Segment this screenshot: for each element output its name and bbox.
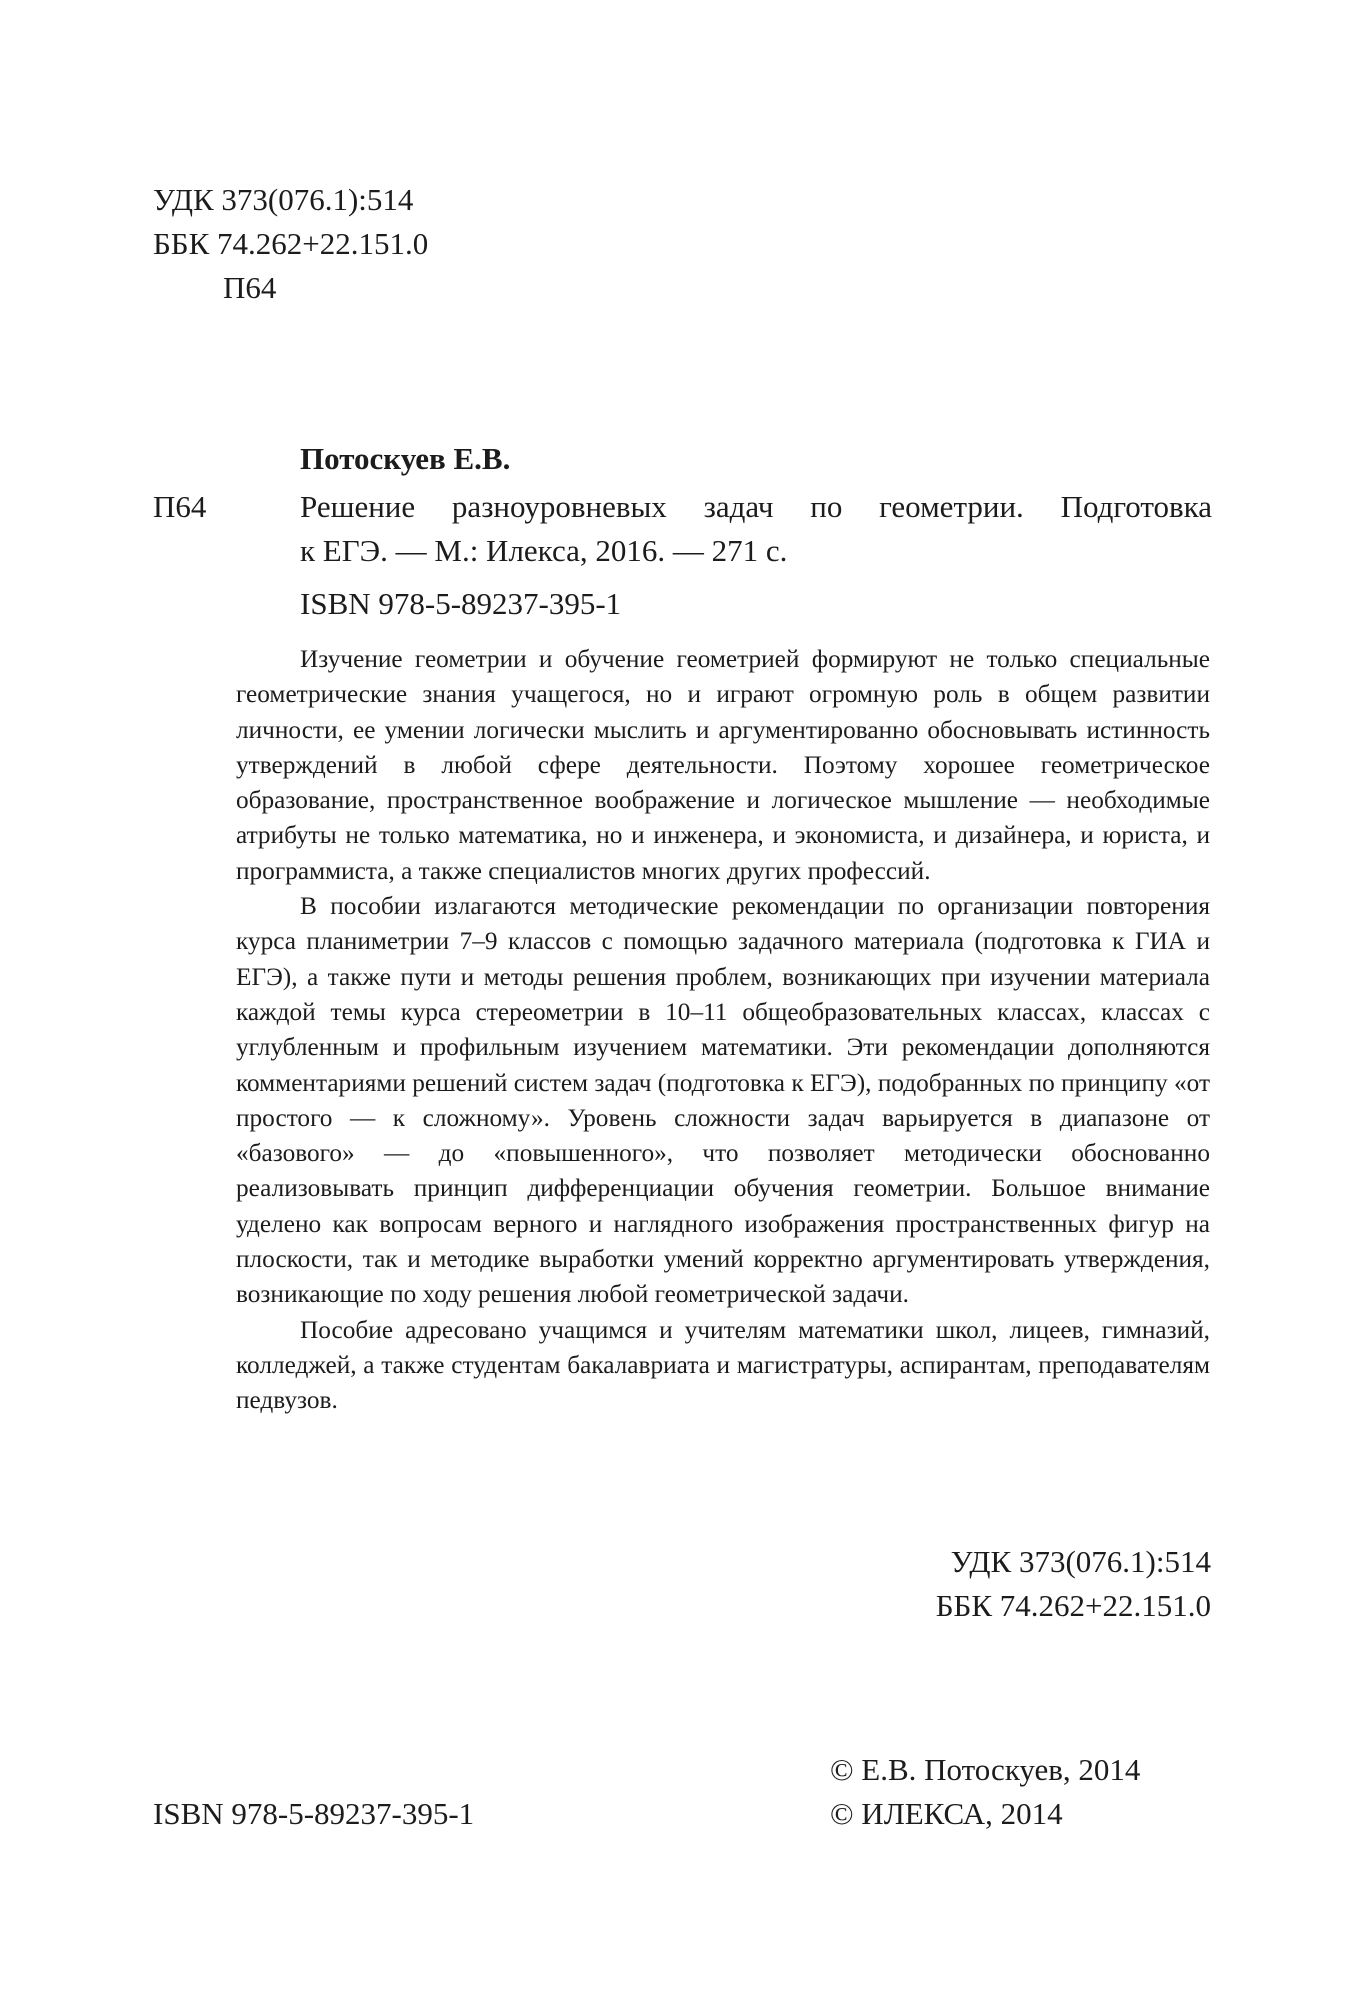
- annotation-paragraph-3: Пособие адресовано учащимся и учителям математики школ, лицеев, гимназий, колледжей, а также студентам бакалавриата и магистратуры, аспирантам, преподавателям педвузов.: [236, 1315, 1210, 1415]
- title-line-2: к ЕГЭ. — М.: Илекса, 2016. — 271 с.: [300, 533, 788, 568]
- bottom-classification-codes: [936, 1540, 1211, 1628]
- copyright-publisher: © ИЛЕКСА, 2014: [830, 1796, 1063, 1831]
- top-classification-codes: [153, 178, 428, 310]
- copyright-author: © Е.В. Потоскуев, 2014: [830, 1752, 1141, 1787]
- footer-isbn: ISBN 978-5-89237-395-1: [153, 1796, 475, 1831]
- annotation: [236, 642, 1210, 1419]
- udk-code: УДК 373(076.1):514: [153, 182, 414, 217]
- title-line-1: Решение разноуровневых задач по геометрии. Подготовка: [300, 489, 1212, 524]
- record-isbn: ISBN 978-5-89237-395-1: [300, 586, 622, 621]
- bbk-code: ББК 74.262+22.151.0: [153, 226, 429, 261]
- annotation-paragraph-1: Изучение геометрии и обучение геометрией формируют не только специальные геометрические знания учащегося, но и играют огромную роль в общем развитии личности, ее умении логически мыслить и аргументированно обосновывать истинность утверждений в любой сфере деятельности. Поэтому хорошее геометрическое образование, пространственное воображение и логическое мышление — необходимые атрибуты не только математика, но и инженера, и экономиста, и дизайнера, и юриста, и программиста, а также специалистов многих других профессий.: [236, 645, 1210, 885]
- bottom-udk-code: УДК 373(076.1):514: [950, 1544, 1211, 1579]
- author-sign: П64: [223, 270, 277, 305]
- bottom-bbk-code: ББК 74.262+22.151.0: [935, 1588, 1211, 1623]
- copyright-block: [830, 1748, 1140, 1836]
- author-name: Потоскуев Е.В.: [300, 441, 511, 476]
- annotation-paragraph-2: В пособии излагаются методические рекомендации по организации повторения курса планиметрии 7–9 классов с помощью задачного материала (подготовка к ГИА и ЕГЭ), а также пути и методы решения проблем, возникающих при изучении материала каждой темы курса стереометрии в 10–11 общеобразовательных классах, классах с углубленным и профильным изучением математики. Эти рекомендации дополняются комментариями решений систем задач (подготовка к ЕГЭ), подобранных по принципу «от простого — к сложному». Уровень сложности задач варьируется в диапазоне от «базового» — до «повышенного», что позволяет методически обоснованно реализовывать принцип дифференциации обучения геометрии. Большое внимание уделено как вопросам верного и наглядного изображения пространственных фигур на плоскости, так и методике выработки умений корректно аргументировать утверждения, возникающие по ходу решения любой геометрической задачи.: [236, 892, 1210, 1309]
- record-author-sign: П64: [153, 489, 207, 524]
- bibliographic-title: [300, 485, 1212, 573]
